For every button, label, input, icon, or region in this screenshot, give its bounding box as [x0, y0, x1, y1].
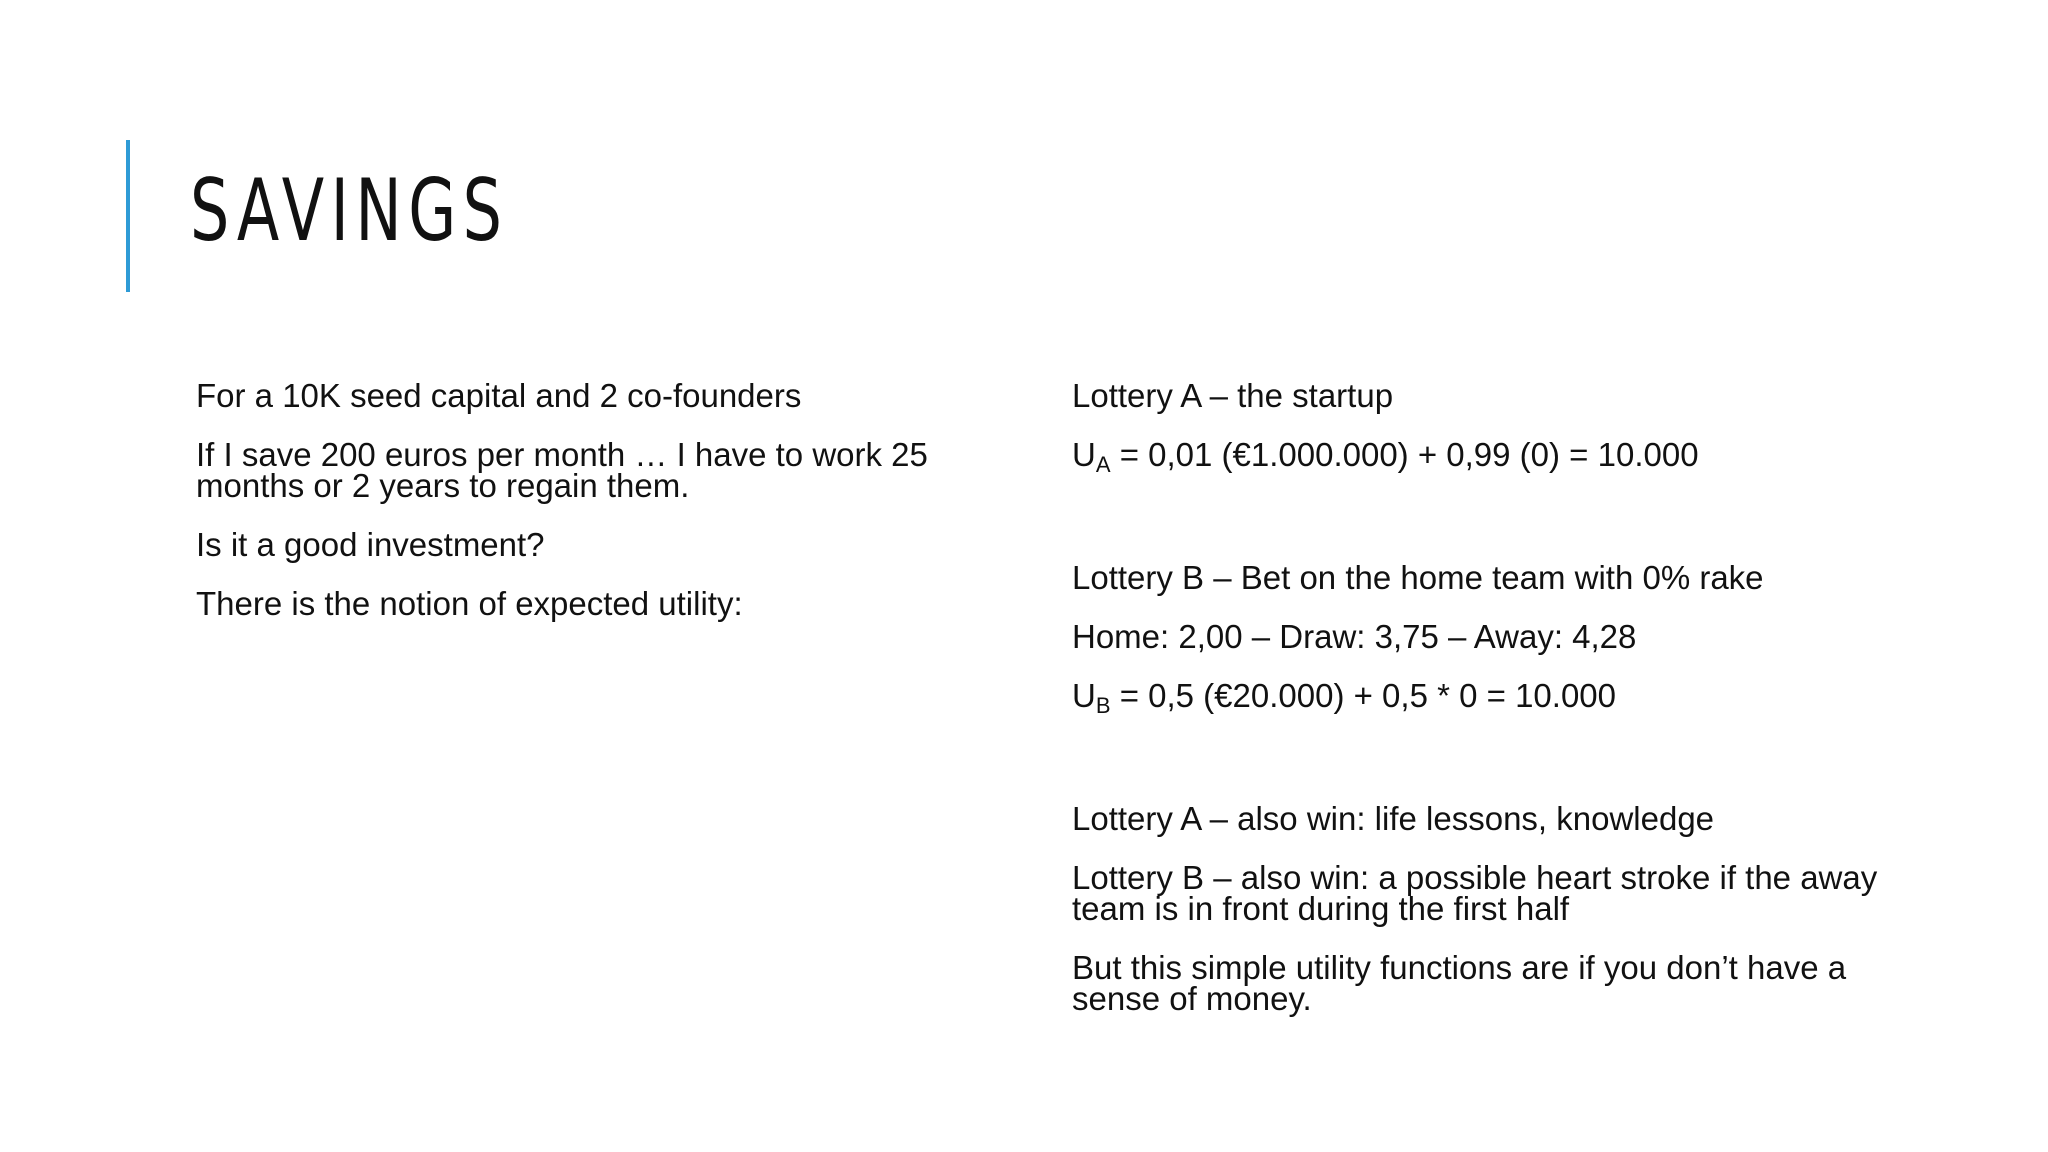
utility-a-formula [1072, 436, 1922, 477]
lottery-b-also: Lottery B – also win: a possible heart stroke if the away team is in front during the first half [1072, 859, 1878, 927]
lottery-a-also: Lottery A – also win: life lessons, knowledge [1072, 800, 1715, 837]
spacer [1072, 739, 1922, 803]
utility-b-subscript: B [1095, 693, 1111, 718]
odds-line: Home: 2,00 – Draw: 3,75 – Away: 4,28 [1072, 618, 1637, 655]
slide-title: SAVINGS [190, 161, 509, 261]
right-column [1072, 377, 1922, 1042]
spacer [1072, 498, 1922, 562]
conclusion: But this simple utility functions are if you don’t have a sense of money. [1072, 949, 1847, 1017]
title-accent-bar [126, 140, 130, 292]
utility-b-formula [1072, 677, 1922, 718]
utility-b-expression: = 0,5 (€20.000) + 0,5 * 0 = 10.000 [1110, 677, 1617, 714]
lottery-a-title: Lottery A – the startup [1072, 377, 1394, 414]
utility-a-symbol: U [1072, 436, 1096, 473]
paragraph-expected-utility: There is the notion of expected utility: [196, 585, 743, 622]
utility-b-symbol: U [1072, 677, 1096, 714]
paragraph-seed-capital: For a 10K seed capital and 2 co-founders [196, 377, 802, 414]
lottery-b-title: Lottery B – Bet on the home team with 0% rake [1072, 559, 1764, 596]
utility-a-expression: = 0,01 (€1.000.000) + 0,99 (0) = 10.000 [1110, 436, 1699, 473]
left-column [196, 377, 956, 647]
utility-a-subscript: A [1095, 452, 1111, 477]
paragraph-good-investment: Is it a good investment? [196, 526, 545, 563]
paragraph-savings: If I save 200 euros per month … I have to work 25 months or 2 years to regain them. [196, 436, 928, 504]
